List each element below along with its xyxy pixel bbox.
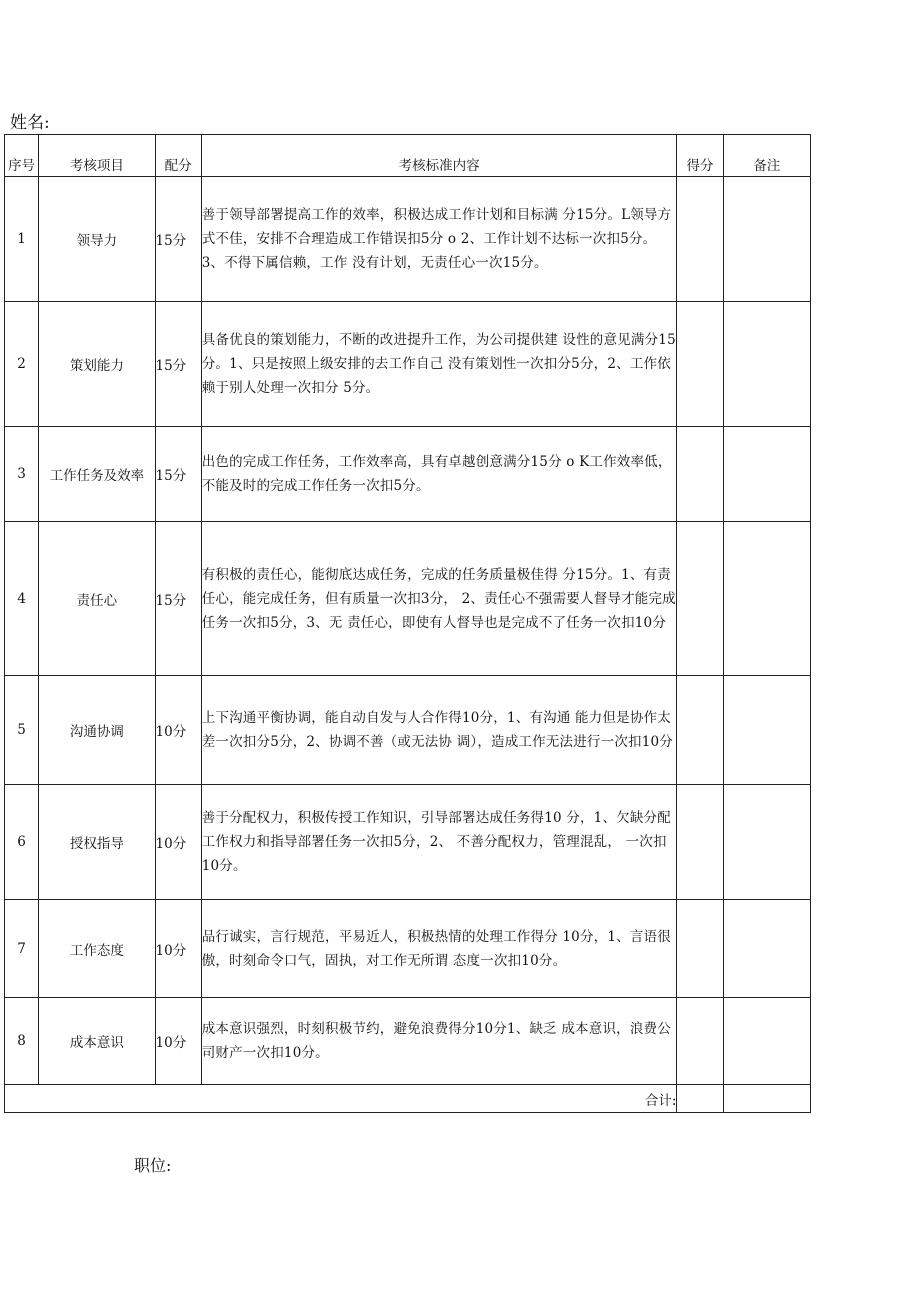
row-got-cell[interactable] [677, 676, 723, 785]
row-number: 6 [5, 785, 39, 900]
row-standard: 出色的完成工作任务，工作效率高，具有卓越创意满分15分 o K工作效率低，不能及时的完成工作任务一次扣5分。 [201, 427, 677, 522]
row-score: 10分 [155, 900, 201, 998]
table-row [5, 676, 811, 785]
table-row [5, 785, 811, 900]
row-got-cell[interactable] [677, 522, 723, 676]
table-row [5, 302, 811, 427]
row-standard: 具备优良的策划能力，不断的改进提升工作，为公司提供建 设性的意见满分15分。1、只是按照上级安排的去工作自己 没有策划性一次扣分5分，2、工作依赖于别人处理一次扣分 5分。 [201, 302, 677, 427]
row-got-cell[interactable] [677, 785, 723, 900]
row-standard: 成本意识强烈，时刻积极节约，避免浪费得分10分1、缺乏 成本意识，浪费公司财产一次扣10分。 [201, 998, 677, 1085]
row-note-cell[interactable] [723, 900, 810, 998]
total-note-cell[interactable] [723, 1085, 810, 1113]
row-score: 15分 [155, 427, 201, 522]
row-score: 10分 [155, 785, 201, 900]
row-item: 沟通协调 [39, 676, 155, 785]
row-item: 策划能力 [39, 302, 155, 427]
row-number: 4 [5, 522, 39, 676]
total-label: 合计: [5, 1085, 677, 1113]
name-label: 姓名: [10, 113, 50, 133]
row-standard: 善于领导部署提高工作的效率，积极达成工作计划和目标满 分15分。L领导方式不佳，安排不合理造成工作错误扣5分 o 2、工作计划不达标一次扣5分。3、不得下属信赖，工作 没有计划，无责任心一次15分。 [201, 177, 677, 302]
row-standard: 有积极的责任心，能彻底达成任务，完成的任务质量极佳得 分15分。1、有责任心，能完成任务，但有质量一次扣3分， 2、责任心不强需要人督导才能完成任务一次扣5分，3、无 责任心，即使有人督导也是完成不了任务一次扣10分 [201, 522, 677, 676]
row-score: 15分 [155, 522, 201, 676]
row-standard: 品行诚实，言行规范，平易近人，积极热情的处理工作得分 10分，1、言语很傲，时刻命令口气，固执，对工作无所谓 态度一次扣10分。 [201, 900, 677, 998]
row-note-cell[interactable] [723, 522, 810, 676]
table-row [5, 177, 811, 302]
row-item: 成本意识 [39, 998, 155, 1085]
row-number: 8 [5, 998, 39, 1085]
row-number: 7 [5, 900, 39, 998]
row-got-cell[interactable] [677, 900, 723, 998]
row-number: 1 [5, 177, 39, 302]
row-note-cell[interactable] [723, 785, 810, 900]
column-header-standard: 考核标准内容 [201, 135, 677, 177]
column-header-item: 考核项目 [39, 135, 155, 177]
row-standard: 善于分配权力，积极传授工作知识，引导部署达成任务得10 分，1、欠缺分配工作权力和指导部署任务一次扣5分，2、 不善分配权力，管理混乱， 一次扣10分。 [201, 785, 677, 900]
row-note-cell[interactable] [723, 676, 810, 785]
row-standard: 上下沟通平衡协调，能自动自发与人合作得10分，1、有沟通 能力但是协作太差一次扣分5分，2、协调不善（或无法协 调），造成工作无法进行一次扣10分 [201, 676, 677, 785]
table-row [5, 427, 811, 522]
table-row [5, 900, 811, 998]
table-header-row [5, 135, 811, 177]
row-got-cell[interactable] [677, 998, 723, 1085]
table-row [5, 522, 811, 676]
total-got-cell[interactable] [677, 1085, 723, 1113]
position-label: 职位: [134, 1156, 172, 1175]
row-got-cell[interactable] [677, 302, 723, 427]
total-row [5, 1085, 811, 1113]
row-note-cell[interactable] [723, 177, 810, 302]
row-score: 10分 [155, 676, 201, 785]
row-note-cell[interactable] [723, 302, 810, 427]
row-note-cell[interactable] [723, 998, 810, 1085]
column-header-score: 配分 [155, 135, 201, 177]
row-got-cell[interactable] [677, 177, 723, 302]
row-item: 工作任务及效率 [39, 427, 155, 522]
column-header-note: 备注 [723, 135, 810, 177]
row-item: 责任心 [39, 522, 155, 676]
evaluation-table [4, 134, 811, 1113]
row-score: 15分 [155, 302, 201, 427]
row-number: 2 [5, 302, 39, 427]
table-row [5, 998, 811, 1085]
column-header-no: 序号 [5, 135, 39, 177]
column-header-got: 得分 [677, 135, 723, 177]
row-number: 5 [5, 676, 39, 785]
row-number: 3 [5, 427, 39, 522]
row-item: 领导力 [39, 177, 155, 302]
row-got-cell[interactable] [677, 427, 723, 522]
row-score: 15分 [155, 177, 201, 302]
row-item: 授权指导 [39, 785, 155, 900]
row-score: 10分 [155, 998, 201, 1085]
row-note-cell[interactable] [723, 427, 810, 522]
row-item: 工作态度 [39, 900, 155, 998]
